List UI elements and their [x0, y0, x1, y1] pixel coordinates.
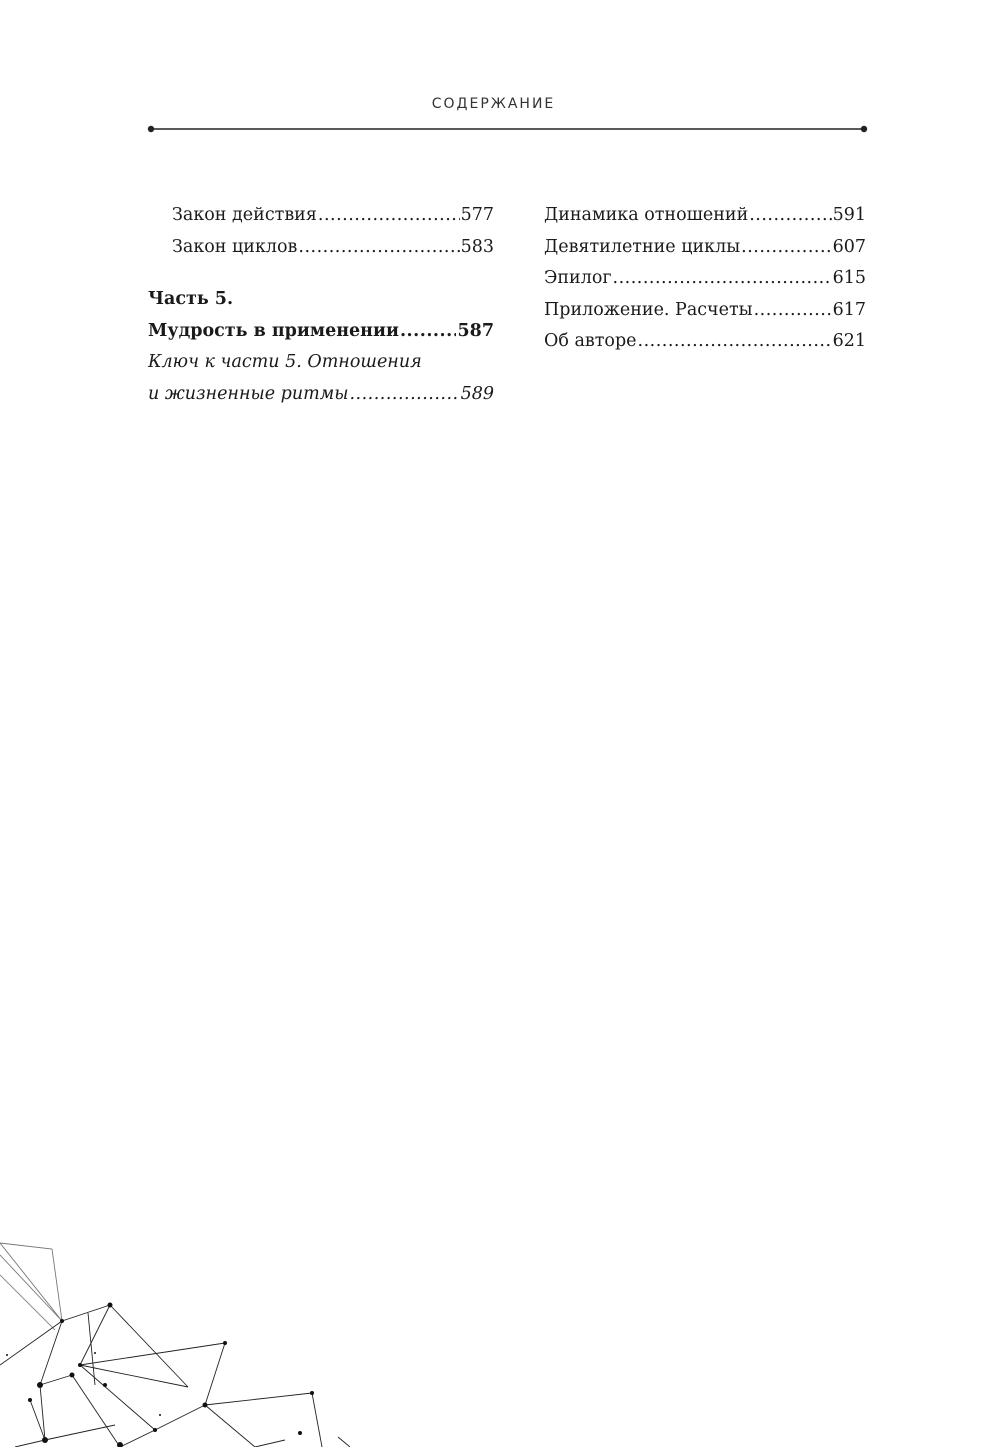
toc-entry-title: Динамика отношений	[544, 205, 749, 225]
toc-entry-page: 607	[832, 236, 866, 257]
toc-entry-title: Закон циклов	[172, 236, 298, 257]
dot-leader	[318, 200, 460, 232]
toc-entry[interactable]	[544, 326, 866, 358]
toc-entry[interactable]	[544, 200, 866, 232]
dot-leader	[754, 295, 832, 327]
toc-entry-page: 621	[832, 331, 866, 351]
toc-part-page: 587	[457, 320, 494, 341]
dot-leader	[749, 200, 831, 232]
constellation-decoration	[0, 1235, 420, 1447]
toc-left-column	[148, 200, 494, 410]
toc-part-entry[interactable]	[148, 316, 494, 348]
toc-entry[interactable]	[544, 232, 866, 264]
toc-entry[interactable]	[148, 232, 494, 264]
dot-leader	[613, 263, 832, 295]
part-heading: Часть 5.	[148, 289, 234, 309]
dot-leader	[298, 232, 459, 264]
toc-entry-title: Приложение. Расчеты	[544, 299, 753, 320]
toc-key-line1: Ключ к части 5. Отношения	[148, 352, 422, 372]
toc-entry[interactable]	[148, 200, 494, 232]
toc-entry-title: Девятилетние циклы	[544, 236, 741, 257]
toc-key-line2: и жизненные ритмы	[148, 383, 349, 404]
toc-entry-title: Эпилог	[544, 268, 612, 288]
toc-entry-page: 577	[460, 205, 494, 225]
toc-entry-page: 583	[460, 236, 494, 257]
running-header: СОДЕРЖАНИЕ	[431, 96, 556, 112]
toc-entry-title: Об авторе	[544, 331, 637, 351]
toc-key-entry[interactable]	[148, 379, 494, 411]
dot-leader	[741, 232, 831, 264]
toc-entry-page: 591	[832, 205, 866, 225]
toc-entry-page: 615	[832, 268, 866, 288]
header-rule	[145, 123, 870, 135]
dot-leader	[400, 316, 457, 348]
toc-entry[interactable]	[544, 295, 866, 327]
toc-right-column	[544, 200, 866, 358]
toc-entry[interactable]	[544, 263, 866, 295]
toc-entry-page: 617	[832, 299, 866, 320]
toc-key-page: 589	[460, 383, 494, 404]
toc-entry-title: Закон действия	[172, 205, 317, 225]
dot-leader	[638, 326, 832, 358]
toc-part-title: Мудрость в применении	[148, 320, 399, 341]
dot-leader	[349, 379, 459, 411]
